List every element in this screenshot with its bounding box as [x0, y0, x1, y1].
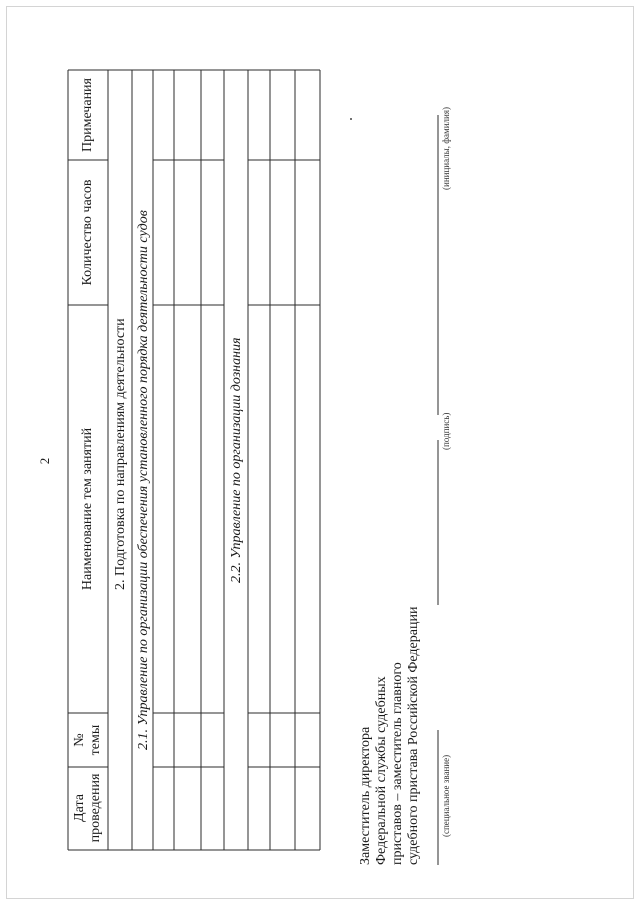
- header-hours: Количество часов: [80, 179, 95, 286]
- signature-line-1: Заместитель директора: [358, 726, 373, 865]
- header-number: [72, 715, 104, 765]
- signature-line-3: приставов – заместитель главного: [390, 662, 405, 865]
- header-number-line1: №: [72, 733, 87, 747]
- signature-line-2: Федеральной службы судебных: [374, 676, 389, 865]
- header-notes: Примечания: [80, 78, 95, 153]
- signature-line-4: судебного пристава Российской Федерации: [406, 606, 421, 865]
- subsection-2-2: 2.2. Управление по организации дознания: [229, 337, 244, 583]
- scan-speck: [350, 118, 352, 120]
- header-topic: Наименование тем занятий: [80, 427, 95, 591]
- header-number-line2: темы: [88, 724, 103, 756]
- signature-block: [358, 607, 422, 865]
- caption-rank: (специальное звание): [441, 754, 451, 837]
- header-date: [72, 769, 104, 847]
- header-date-line1: Дата: [72, 794, 87, 822]
- caption-name: (инициалы, фамилия): [441, 107, 451, 190]
- caption-signature: (подпись): [441, 412, 451, 450]
- section-title: 2. Подготовка по направлениям деятельности: [113, 318, 128, 590]
- page-number: 2: [37, 457, 52, 465]
- subsection-2-1: 2.1. Управление по организации обеспечения установленного порядка деятельности судов: [136, 210, 151, 750]
- header-date-line2: проведения: [88, 773, 103, 843]
